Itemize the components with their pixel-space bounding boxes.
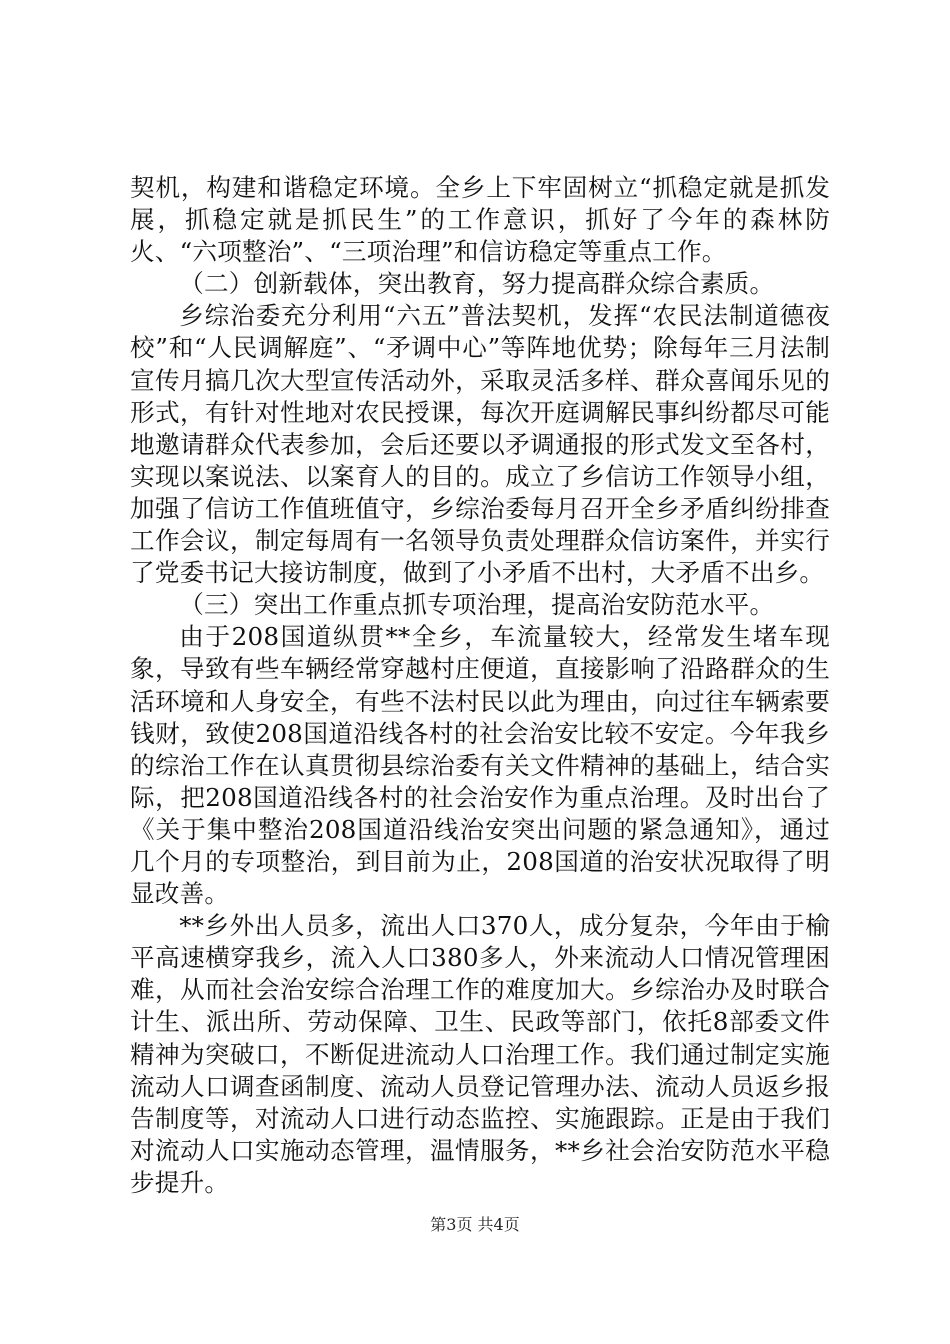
paragraph-floating-population: **乡外出人员多，流出人口370人，成分复杂，今年由于榆平高速横穿我乡，流入人口380多人，外来流动人口情况管理困难，从而社会治安综合治理工作的难度加大。乡综治办及时联合计生、派出所、劳动保障、卫生、民政等部门，依托8部委文件精神为突破口，不断促进流动人口治理工作。我们通过制定实施流动人口调查函制度、流动人员登记管理办法、流动人员返乡报告制度等，对流动人口进行动态监控、实施跟踪。正是由于我们对流动人口实施动态管理，温情服务，**乡社会治安防范水平稳步提升。 [130, 911, 830, 1197]
paragraph-legal-education: 乡综治委充分利用“六五”普法契机，发挥“农民法制道德夜校”和“人民调解庭”、“矛调中心”等阵地优势；除每年三月法制宣传月搞几次大型宣传活动外，采取灵活多样、群众喜闻乐见的形式，有针对性地对农民授课，每次开庭调解民事纠纷都尽可能地邀请群众代表参加，会后还要以矛调通报的形式发文至各村，实现以案说法、以案育人的目的。成立了乡信访工作领导小组，加强了信访工作值班值守，乡综治委每月召开全乡矛盾纠纷排查工作会议，制定每周有一名领导负责处理群众信访案件，并实行了党委书记大接访制度，做到了小矛盾不出村，大矛盾不出乡。 [130, 301, 830, 588]
section-heading-2: （二）创新载体，突出教育，努力提高群众综合素质。 [179, 269, 775, 299]
page-number-footer: 第3页 共4页 [430, 1215, 520, 1234]
paragraph-continuation: 契机，构建和谐稳定环境。全乡上下牢固树立“抓稳定就是抓发展，抓稳定就是抓民生”的工作意识，抓好了今年的森林防火、“六项整治”、“三项治理”和信访稳定等重点工作。 [130, 173, 830, 267]
paragraph-highway-security: 由于208国道纵贯**全乡，车流量较大，经常发生堵车现象，导致有些车辆经常穿越村庄便道，直接影响了沿路群众的生活环境和人身安全，有些不法村民以此为理由，向过往车辆索要钱财，致使208国道沿线各村的社会治安比较不安定。今年我乡的综治工作在认真贯彻县综治委有关文件精神的基础上，结合实际，把208国道沿线各村的社会治安作为重点治理。及时出台了《关于集中整治208国道沿线治安突出问题的紧急通知》，通过几个月的专项整治，到目前为止，208国道的治安状况取得了明显改善。 [130, 622, 830, 909]
document-body [130, 172, 830, 1199]
section-heading-3: （三）突出工作重点抓专项治理，提高治安防范水平。 [179, 590, 775, 620]
